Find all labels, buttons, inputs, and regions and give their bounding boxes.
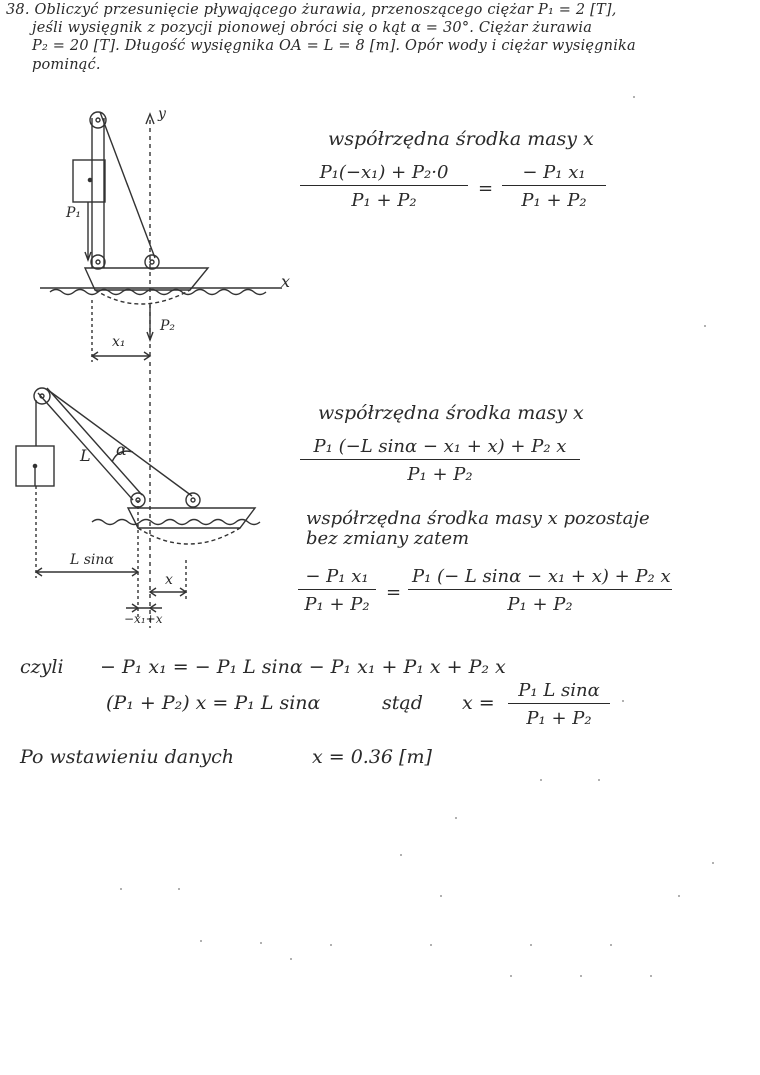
fig2-mx1x-label: −x₁+x — [124, 612, 163, 626]
section3-lnum: − P₁ x₁ — [298, 566, 376, 590]
scan-speck — [678, 895, 680, 897]
section1-num2: − P₁ x₁ — [502, 162, 606, 186]
fig1-axis-x-label: x — [281, 272, 291, 291]
fig1-p1-label: P₁ — [66, 205, 82, 221]
problem-line-3: P₂ = 20 [T]. Długość wysięgnika OA = L = 8 [m]. Opór wody i ciężar wysięgnika — [32, 38, 636, 54]
derivation-line2: (P₁ + P₂) x = P₁ L sinα — [106, 692, 321, 714]
scan-speck — [260, 942, 262, 944]
scan-speck — [178, 888, 180, 890]
problem-line-4: pominąć. — [32, 57, 101, 73]
scan-speck — [200, 940, 202, 942]
scan-speck — [704, 325, 706, 327]
fig2-alpha-label: α — [116, 440, 127, 459]
scan-speck — [455, 817, 457, 819]
section2-den: P₁ + P₂ — [407, 464, 473, 485]
scan-speck — [712, 862, 714, 864]
scan-speck — [540, 779, 542, 781]
scan-speck — [400, 854, 402, 856]
section3-line1: współrzędna środka masy x pozostaje — [306, 508, 650, 529]
problem-line-2: jeśli wysięgnik z pozycji pionowej obróci się o kąt α = 30°. Ciężar żurawia — [32, 20, 593, 36]
section1-eq-sign: = — [478, 178, 494, 199]
result-value: x = 0.36 [m] — [312, 746, 432, 768]
section1-fraction-right — [502, 162, 606, 211]
derivation-stad: stąd — [382, 692, 423, 714]
section3-rnum: P₁ (− L sinα − x₁ + x) + P₂ x — [408, 566, 672, 590]
section3-line2: bez zmiany zatem — [306, 528, 470, 549]
scan-speck — [633, 96, 635, 98]
section1-num: P₁(−x₁) + P₂·0 — [300, 162, 468, 186]
scan-speck — [430, 944, 432, 946]
problem-line-1: 38. Obliczyć przesunięcie pływającego żurawia, przenoszącego ciężar P₁ = 2 [T], — [6, 2, 617, 18]
derivation-fnum: P₁ L sinα — [508, 680, 610, 704]
derivation-x-eq: x = — [462, 692, 495, 714]
scan-speck — [622, 700, 624, 702]
scan-speck — [510, 975, 512, 977]
scan-speck — [330, 944, 332, 946]
result-label: Po wstawieniu danych — [20, 746, 234, 768]
scan-speck — [530, 944, 532, 946]
fig2-l-label: L — [80, 446, 91, 465]
scan-speck — [290, 958, 292, 960]
scan-speck — [610, 944, 612, 946]
scan-speck — [120, 888, 122, 890]
figure-2-crane-rotated — [16, 362, 260, 628]
section1-heading: współrzędna środka masy x — [328, 128, 594, 150]
derivation-fraction — [508, 680, 610, 729]
derivation-line1: − P₁ x₁ = − P₁ L sinα − P₁ x₁ + P₁ x + P₂ x — [100, 656, 506, 678]
section2-fraction — [300, 436, 580, 485]
fig1-p2-label: P₂ — [160, 318, 176, 334]
fig1-axis-y-label: y — [158, 106, 166, 122]
section3-fraction-left — [298, 566, 376, 615]
scan-speck — [580, 975, 582, 977]
section3-rden: P₁ + P₂ — [507, 594, 573, 615]
fig1-x1-label: x₁ — [112, 334, 126, 350]
section1-den2: P₁ + P₂ — [521, 190, 587, 211]
fig2-lsina-label: L sinα — [70, 552, 114, 568]
derivation-czyli: czyli — [20, 656, 64, 678]
section3-eq-sign: = — [386, 582, 402, 603]
fig2-x-label: x — [165, 572, 173, 588]
scan-speck — [598, 779, 600, 781]
section1-fraction-left — [300, 162, 468, 211]
scan-speck — [650, 975, 652, 977]
section3-fraction-right — [408, 566, 672, 615]
section2-heading: współrzędna środka masy x — [318, 402, 584, 424]
section2-num: P₁ (−L sinα − x₁ + x) + P₂ x — [300, 436, 580, 460]
scan-speck — [440, 895, 442, 897]
section3-lden: P₁ + P₂ — [304, 594, 370, 615]
section1-den: P₁ + P₂ — [351, 190, 417, 211]
derivation-fden: P₁ + P₂ — [526, 708, 592, 729]
